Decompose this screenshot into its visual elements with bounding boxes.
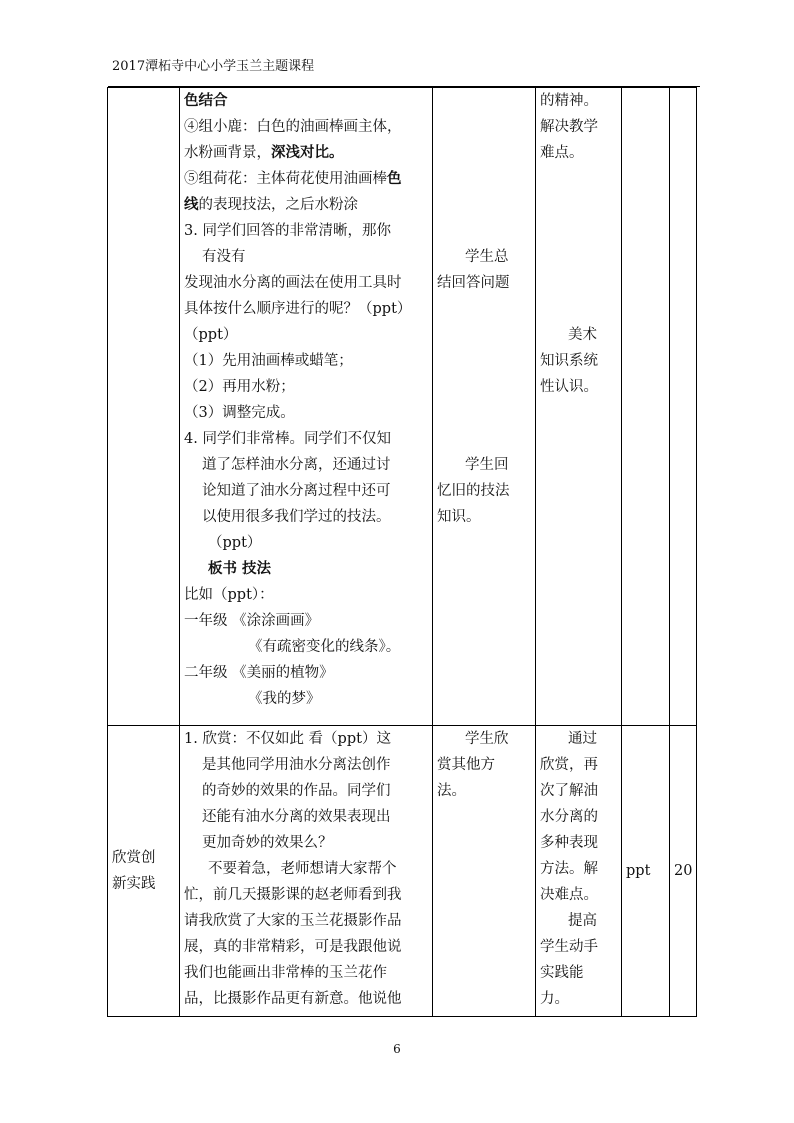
process-line: 还能有油水分离的效果表现出 bbox=[202, 809, 391, 825]
page-number: 6 bbox=[393, 1042, 401, 1056]
process-line: 更加奇妙的效果么？ bbox=[202, 835, 333, 851]
intent-line: 性认识。 bbox=[540, 379, 598, 395]
process-line: 展，真的非常精彩，可是我跟他说 bbox=[184, 939, 402, 955]
intent-line: 的精神。 bbox=[540, 93, 598, 109]
time-value: 20 bbox=[674, 863, 693, 879]
intent-line: 解决教学 bbox=[540, 119, 598, 135]
intent-line: 水分离的 bbox=[540, 809, 598, 825]
student-activity-cell bbox=[433, 88, 536, 726]
intent-line: 次了解油 bbox=[540, 783, 598, 799]
table-row bbox=[108, 726, 697, 1017]
process-line: 1. 欣赏：不仅如此 看（ppt）这 bbox=[184, 731, 391, 747]
intent-line: 力。 bbox=[540, 991, 569, 1007]
intent-line: 实践能 bbox=[540, 965, 584, 981]
process-line: 一年级 《涂涂画画》 bbox=[184, 613, 320, 629]
intent-line: 多种表现 bbox=[540, 835, 598, 851]
process-line: 二年级 《美丽的植物》 bbox=[184, 665, 334, 681]
intent-line: 学生动手 bbox=[540, 939, 598, 955]
media-cell bbox=[622, 726, 670, 1017]
process-line: 的奇妙的效果的作品。同学们 bbox=[202, 783, 391, 799]
student-line: 知识。 bbox=[437, 509, 481, 525]
student-line: 学生欣 bbox=[465, 731, 509, 747]
process-line: 发现油水分离的画法在使用工具时 bbox=[184, 275, 402, 291]
student-line: 学生总 bbox=[465, 249, 509, 265]
student-activity-cell bbox=[433, 726, 536, 1017]
process-line: 线的表现技法，之后水粉涂 bbox=[184, 196, 358, 213]
process-line: （ppt） bbox=[184, 327, 238, 343]
process-line: 品，比摄影作品更有新意。他说他 bbox=[184, 991, 402, 1007]
process-line: （ppt） bbox=[208, 535, 262, 551]
media-value: ppt bbox=[626, 863, 651, 879]
student-line: 结回答问题 bbox=[437, 275, 510, 291]
process-line: （2）再用水粉； bbox=[184, 379, 295, 395]
intent-line: 难点。 bbox=[540, 145, 584, 161]
intent-line: 决难点。 bbox=[540, 887, 598, 903]
time-cell bbox=[670, 726, 697, 1017]
student-line: 学生回 bbox=[465, 457, 509, 473]
process-line: 论知道了油水分离过程中还可 bbox=[202, 483, 391, 499]
design-intent-cell bbox=[536, 88, 622, 726]
process-line: （1）先用油画棒或蜡笔； bbox=[184, 353, 353, 369]
intent-line: 美术 bbox=[568, 327, 597, 343]
media-cell bbox=[622, 88, 670, 726]
process-line: 《有疏密变化的线条》。 bbox=[248, 639, 401, 655]
intent-line: 提高 bbox=[568, 913, 597, 929]
teaching-process-cell bbox=[180, 88, 433, 726]
stage-label: 欣赏创 bbox=[112, 850, 156, 866]
process-line: ⑤组荷花：主体荷花使用油画棒色 bbox=[184, 170, 402, 187]
process-line: 色结合 bbox=[184, 92, 228, 109]
time-cell bbox=[670, 88, 697, 726]
process-line: 请我欣赏了大家的玉兰花摄影作品 bbox=[184, 913, 402, 929]
intent-line: 知识系统 bbox=[540, 353, 598, 369]
process-line: 具体按什么顺序进行的呢？（ppt） bbox=[184, 301, 412, 317]
process-line: 是其他同学用油水分离法创作 bbox=[202, 757, 391, 773]
student-line: 忆旧的技法 bbox=[437, 483, 510, 499]
process-line: 我们也能画出非常棒的玉兰花作 bbox=[184, 965, 387, 981]
process-line: 3. 同学们回答的非常清晰，那你 bbox=[184, 223, 391, 239]
intent-line: 方法。解 bbox=[540, 861, 598, 877]
process-line: 不要着急，老师想请大家帮个 bbox=[208, 861, 397, 877]
process-line: 《我的梦》 bbox=[248, 691, 321, 707]
process-line: 以使用很多我们学过的技法。 bbox=[202, 509, 391, 525]
process-line: 有没有 bbox=[202, 249, 246, 265]
design-intent-cell bbox=[536, 726, 622, 1017]
process-line: 水粉画背景，深浅对比。 bbox=[184, 144, 344, 161]
table-row bbox=[108, 88, 697, 726]
process-line: 忙，前几天摄影课的赵老师看到我 bbox=[184, 887, 402, 903]
process-line: 道了怎样油水分离，还通过讨 bbox=[202, 457, 391, 473]
stage-cell bbox=[108, 88, 180, 726]
process-line: 4. 同学们非常棒。同学们不仅知 bbox=[184, 431, 391, 447]
lesson-plan-table bbox=[107, 87, 697, 1017]
student-line: 赏其他方 bbox=[437, 757, 495, 773]
page-header-title: 2017潭柘寺中心小学玉兰主题课程 bbox=[112, 59, 315, 74]
stage-label: 新实践 bbox=[112, 876, 156, 892]
stage-cell bbox=[108, 726, 180, 1017]
student-line: 法。 bbox=[437, 783, 466, 799]
teaching-process-cell bbox=[180, 726, 433, 1017]
intent-line: 欣赏，再 bbox=[540, 757, 598, 773]
process-line: （3）调整完成。 bbox=[184, 405, 295, 421]
process-line: 比如（ppt）： bbox=[184, 587, 274, 603]
intent-line: 通过 bbox=[568, 731, 597, 747]
board-writing-heading: 板书 技法 bbox=[208, 560, 272, 577]
process-line: ④组小鹿：白色的油画棒画主体， bbox=[184, 119, 402, 135]
